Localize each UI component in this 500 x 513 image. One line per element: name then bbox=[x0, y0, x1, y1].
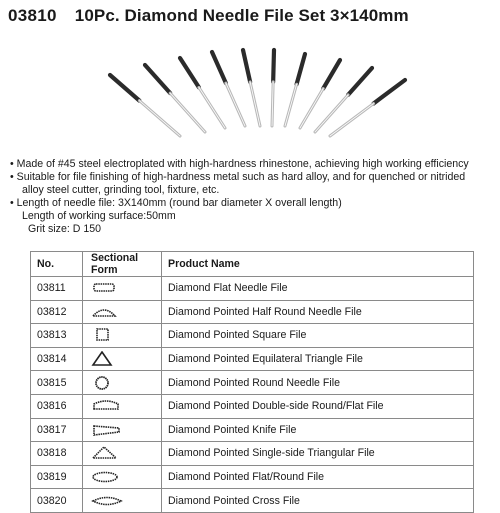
file-handle bbox=[145, 65, 170, 93]
bullet-material: • Made of #45 steel electroplated with high-hardness rhinestone, achieving high working efficiency bbox=[10, 158, 469, 170]
row-product-name: Diamond Pointed Square File bbox=[162, 324, 474, 348]
row-product-name: Diamond Pointed Knife File bbox=[162, 418, 474, 442]
bullet-working-length: Length of working surface:50mm bbox=[22, 210, 176, 223]
cross-icon bbox=[91, 493, 123, 509]
file-handle bbox=[273, 50, 274, 82]
file-highlight bbox=[300, 89, 323, 128]
row-no: 03813 bbox=[31, 324, 83, 348]
product-table bbox=[30, 251, 474, 513]
table-row bbox=[31, 394, 474, 418]
row-product-name: Diamond Pointed Half Round Needle File bbox=[162, 300, 474, 324]
sectional-form-cell bbox=[83, 489, 162, 513]
bullet-usage-cont: alloy steel cutter, grinding tool, fixture, etc. bbox=[22, 184, 220, 197]
sectional-form-cell bbox=[83, 300, 162, 324]
single-triangular-icon bbox=[91, 445, 123, 461]
header bbox=[8, 6, 409, 26]
file-highlight bbox=[139, 101, 180, 136]
file-handle bbox=[212, 52, 226, 83]
table-row bbox=[31, 300, 474, 324]
round-icon bbox=[91, 375, 123, 391]
row-no: 03818 bbox=[31, 442, 83, 466]
description bbox=[10, 158, 492, 237]
square-icon bbox=[91, 327, 123, 343]
table-row bbox=[31, 442, 474, 466]
row-product-name: Diamond Pointed Flat/Round File bbox=[162, 465, 474, 489]
file-handle bbox=[110, 75, 139, 101]
row-no: 03814 bbox=[31, 347, 83, 371]
file-highlight bbox=[226, 83, 245, 126]
table-row bbox=[31, 277, 474, 301]
sectional-form-cell bbox=[83, 465, 162, 489]
sectional-form-cell bbox=[83, 371, 162, 395]
triangle-icon bbox=[91, 351, 123, 367]
file-highlight bbox=[250, 82, 260, 126]
table-row bbox=[31, 347, 474, 371]
row-no: 03817 bbox=[31, 418, 83, 442]
row-no: 03811 bbox=[31, 277, 83, 301]
table-row bbox=[31, 324, 474, 348]
knife-icon bbox=[91, 422, 123, 438]
needle-files-image bbox=[60, 40, 440, 145]
sectional-form-cell bbox=[83, 442, 162, 466]
file-handle bbox=[243, 50, 250, 82]
file-handle bbox=[180, 58, 199, 87]
table-row bbox=[31, 465, 474, 489]
row-no: 03820 bbox=[31, 489, 83, 513]
product-code: 03810 bbox=[8, 6, 57, 25]
round-flat-icon bbox=[91, 398, 123, 414]
row-no: 03812 bbox=[31, 300, 83, 324]
row-product-name: Diamond Pointed Cross File bbox=[162, 489, 474, 513]
row-product-name: Diamond Pointed Double-side Round/Flat File bbox=[162, 394, 474, 418]
bullet-usage: • Suitable for file finishing of high-hardness metal such as hard alloy, and for quenched or nitrided bbox=[10, 171, 466, 184]
page-title: 10Pc. Diamond Needle File Set 3×140mm bbox=[74, 6, 409, 25]
sectional-form-cell bbox=[83, 324, 162, 348]
file-handle bbox=[348, 68, 372, 95]
file-highlight bbox=[285, 84, 297, 126]
row-product-name: Diamond Pointed Round Needle File bbox=[162, 371, 474, 395]
bullet-grit: Grit size: D 150 bbox=[28, 223, 102, 236]
file-handle bbox=[297, 54, 305, 84]
table-row bbox=[31, 371, 474, 395]
table-row bbox=[31, 489, 474, 513]
file-highlight bbox=[170, 93, 205, 132]
row-product-name: Diamond Pointed Single-side Triangular File bbox=[162, 442, 474, 466]
file-highlight bbox=[199, 87, 225, 128]
row-product-name: Diamond Pointed Equilateral Triangle File bbox=[162, 347, 474, 371]
sectional-form-cell bbox=[83, 418, 162, 442]
sectional-form-cell bbox=[83, 277, 162, 301]
sectional-form-cell bbox=[83, 347, 162, 371]
file-handle bbox=[323, 60, 340, 89]
sectional-form-cell bbox=[83, 394, 162, 418]
table-row bbox=[31, 418, 474, 442]
table-header-row bbox=[31, 252, 474, 277]
row-no: 03815 bbox=[31, 371, 83, 395]
half-round-icon bbox=[91, 304, 123, 320]
bullet-length: • Length of needle file: 3X140mm (round bar diameter X overall length) bbox=[10, 197, 342, 210]
row-no: 03819 bbox=[31, 465, 83, 489]
flat-icon bbox=[91, 280, 123, 296]
col-product-name: Product Name bbox=[162, 252, 474, 277]
flat-round-icon bbox=[91, 469, 123, 485]
file-handle bbox=[374, 80, 406, 104]
row-product-name: Diamond Flat Needle File bbox=[162, 277, 474, 301]
row-no: 03816 bbox=[31, 394, 83, 418]
col-sectional-form: Sectional Form bbox=[83, 252, 162, 277]
col-no: No. bbox=[31, 252, 83, 277]
